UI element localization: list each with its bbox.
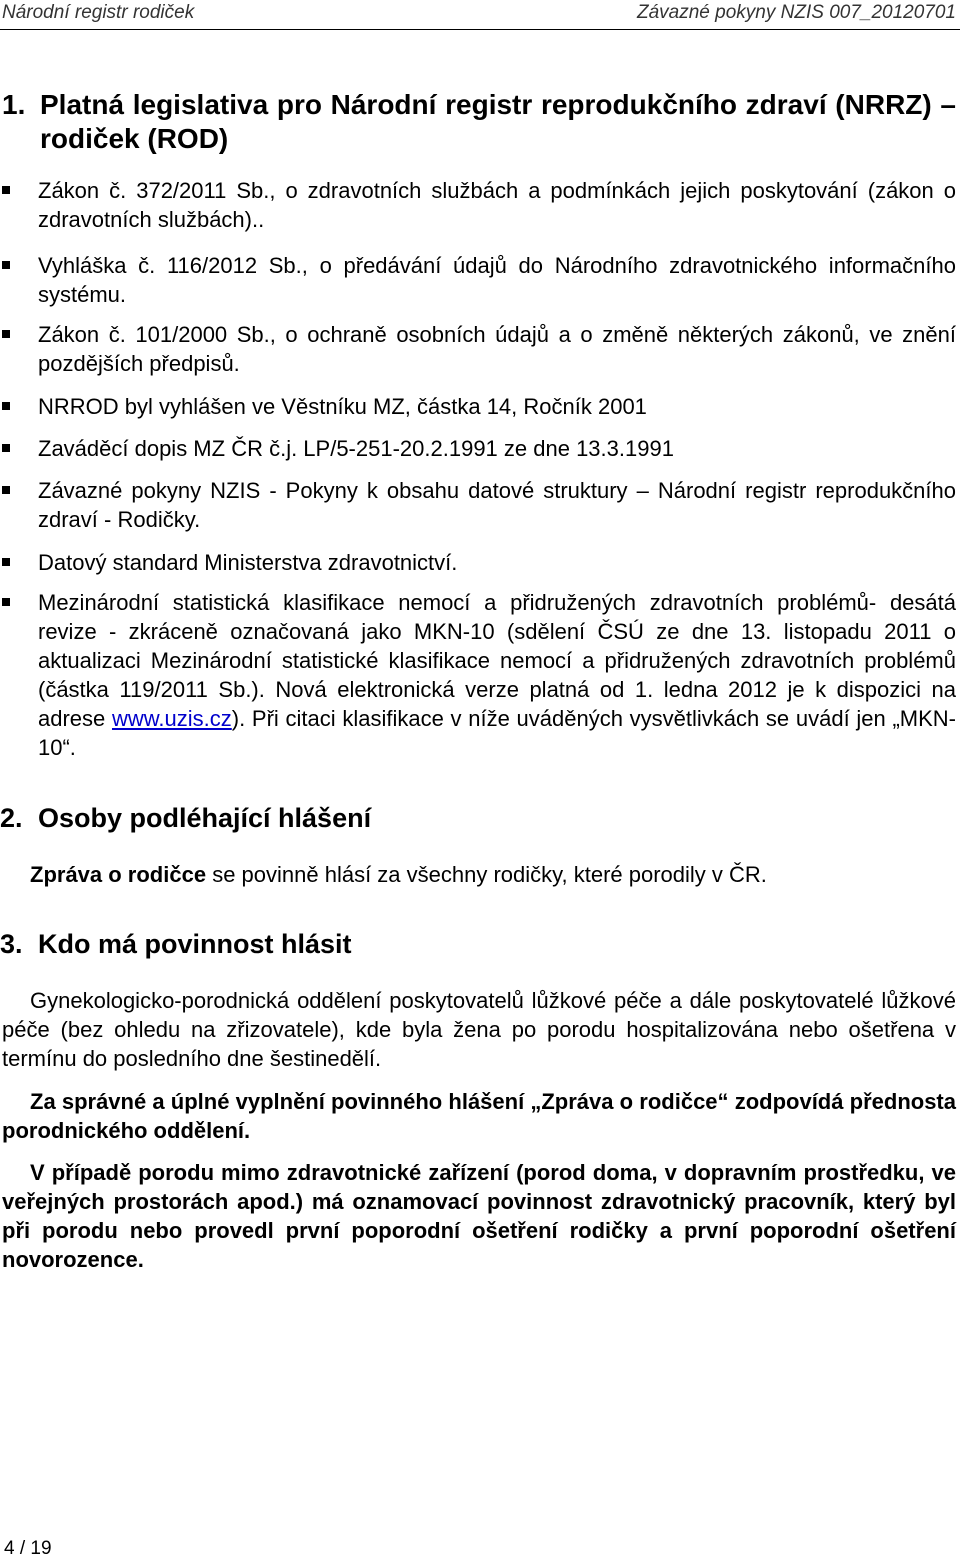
square-bullet-icon: [2, 444, 10, 452]
section-3-paragraph-1: [2, 986, 956, 1073]
square-bullet-icon: [2, 402, 10, 410]
section-2-title: Osoby podléhající hlášení: [38, 803, 372, 833]
square-bullet-icon: [2, 186, 10, 194]
square-bullet-icon: [2, 558, 10, 566]
section-3-paragraph-1-text: Gynekologicko-porodnická oddělení poskytovatelů lůžkové péče a dále poskytovatelé lůžkové péče (bez ohledu na zřizovatele), kde byla žena po porodu hospitalizována nebo ošetřena v termínu do posledního dne šestinedělí.: [2, 988, 956, 1071]
header-right-title: Závazné pokyny NZIS 007_20120701: [637, 2, 956, 23]
list-item-text: [38, 588, 956, 762]
section-3-title: Kdo má povinnost hlásit: [38, 929, 352, 959]
page-number: 4 / 19: [4, 1538, 52, 1559]
list-item-text: Zákon č. 101/2000 Sb., o ochraně osobních údajů a o změně některých zákonů, ve znění pozdějších předpisů.: [38, 322, 956, 376]
square-bullet-icon: [2, 598, 10, 606]
square-bullet-icon: [2, 261, 10, 269]
list-item-text-end: ). Při citaci klasifikace v níže uváděných vysvětlivkách se uvádí jen „MKN-10“.: [38, 706, 956, 760]
header-rule: [0, 29, 960, 30]
list-item-text: NRROD byl vyhlášen ve Věstníku MZ, částka 14, Ročník 2001: [38, 394, 647, 419]
square-bullet-icon: [2, 330, 10, 338]
section-1-title: Platná legislativa pro Národní registr reprodukčního zdraví (NRRZ) – rodiček (ROD): [40, 89, 956, 154]
report-name-bold: Zpráva o rodičce: [30, 862, 207, 887]
section-3-paragraph-3: [2, 1158, 956, 1274]
header-left-title: Národní registr rodiček: [2, 2, 195, 23]
section-2-text: se povinně hlásí za všechny rodičky, které porodily v ČR.: [206, 862, 767, 887]
section-1-number: 1.: [2, 89, 26, 120]
section-1-heading: [2, 88, 956, 158]
page-header: [0, 0, 960, 32]
list-item-text: Datový standard Ministerstva zdravotnictví.: [38, 550, 458, 575]
list-item-text-start: Mezinárodní statistická klasifikace nemocí a přidružených zdravotních problémů- desátá revize - zkráceně označovaná jako MKN-10 (sdělení ČSÚ ze dne 13. listopadu 2011 o aktualizaci Mezinárodní statistické klasifikace nemocí a přidružených zdravotních problémů (částka 119/2011 Sb.). Nová elektronická verze platná od 1. ledna 2012 je k dispozici na adrese: [38, 590, 956, 731]
section-3-paragraph-2: [2, 1087, 956, 1145]
section-3-paragraph-3-text: V případě porodu mimo zdravotnické zařízení (porod doma, v dopravním prostředku, ve veřejných prostorách apod.) má oznamovací povinnost zdravotnický pracovník, který byl při porodu nebo provedl první poporodní ošetření rodičky a první poporodní ošetření novorozence.: [2, 1160, 956, 1272]
list-item-text: Vyhláška č. 116/2012 Sb., o předávání údajů do Národního zdravotnického informačního systému.: [38, 253, 956, 307]
section-3-paragraph-2-text: Za správné a úplné vyplnění povinného hlášení „Zpráva o rodičce“ zodpovídá přednosta porodnického oddělení.: [2, 1089, 956, 1143]
section-2-number: 2.: [0, 803, 23, 833]
list-item-text: Zaváděcí dopis MZ ČR č.j. LP/5-251-20.2.1991 ze dne 13.3.1991: [38, 436, 674, 461]
section-2-paragraph: [30, 860, 956, 889]
square-bullet-icon: [2, 486, 10, 494]
list-item-text: Závazné pokyny NZIS - Pokyny k obsahu datové struktury – Národní registr reprodukčního zdraví - Rodičky.: [38, 478, 956, 532]
section-3-number: 3.: [0, 929, 23, 959]
uzis-link[interactable]: www.uzis.cz: [111, 706, 232, 731]
list-item-text: Zákon č. 372/2011 Sb., o zdravotních službách a podmínkách jejich poskytování (zákon o zdravotních službách)..: [38, 178, 956, 232]
